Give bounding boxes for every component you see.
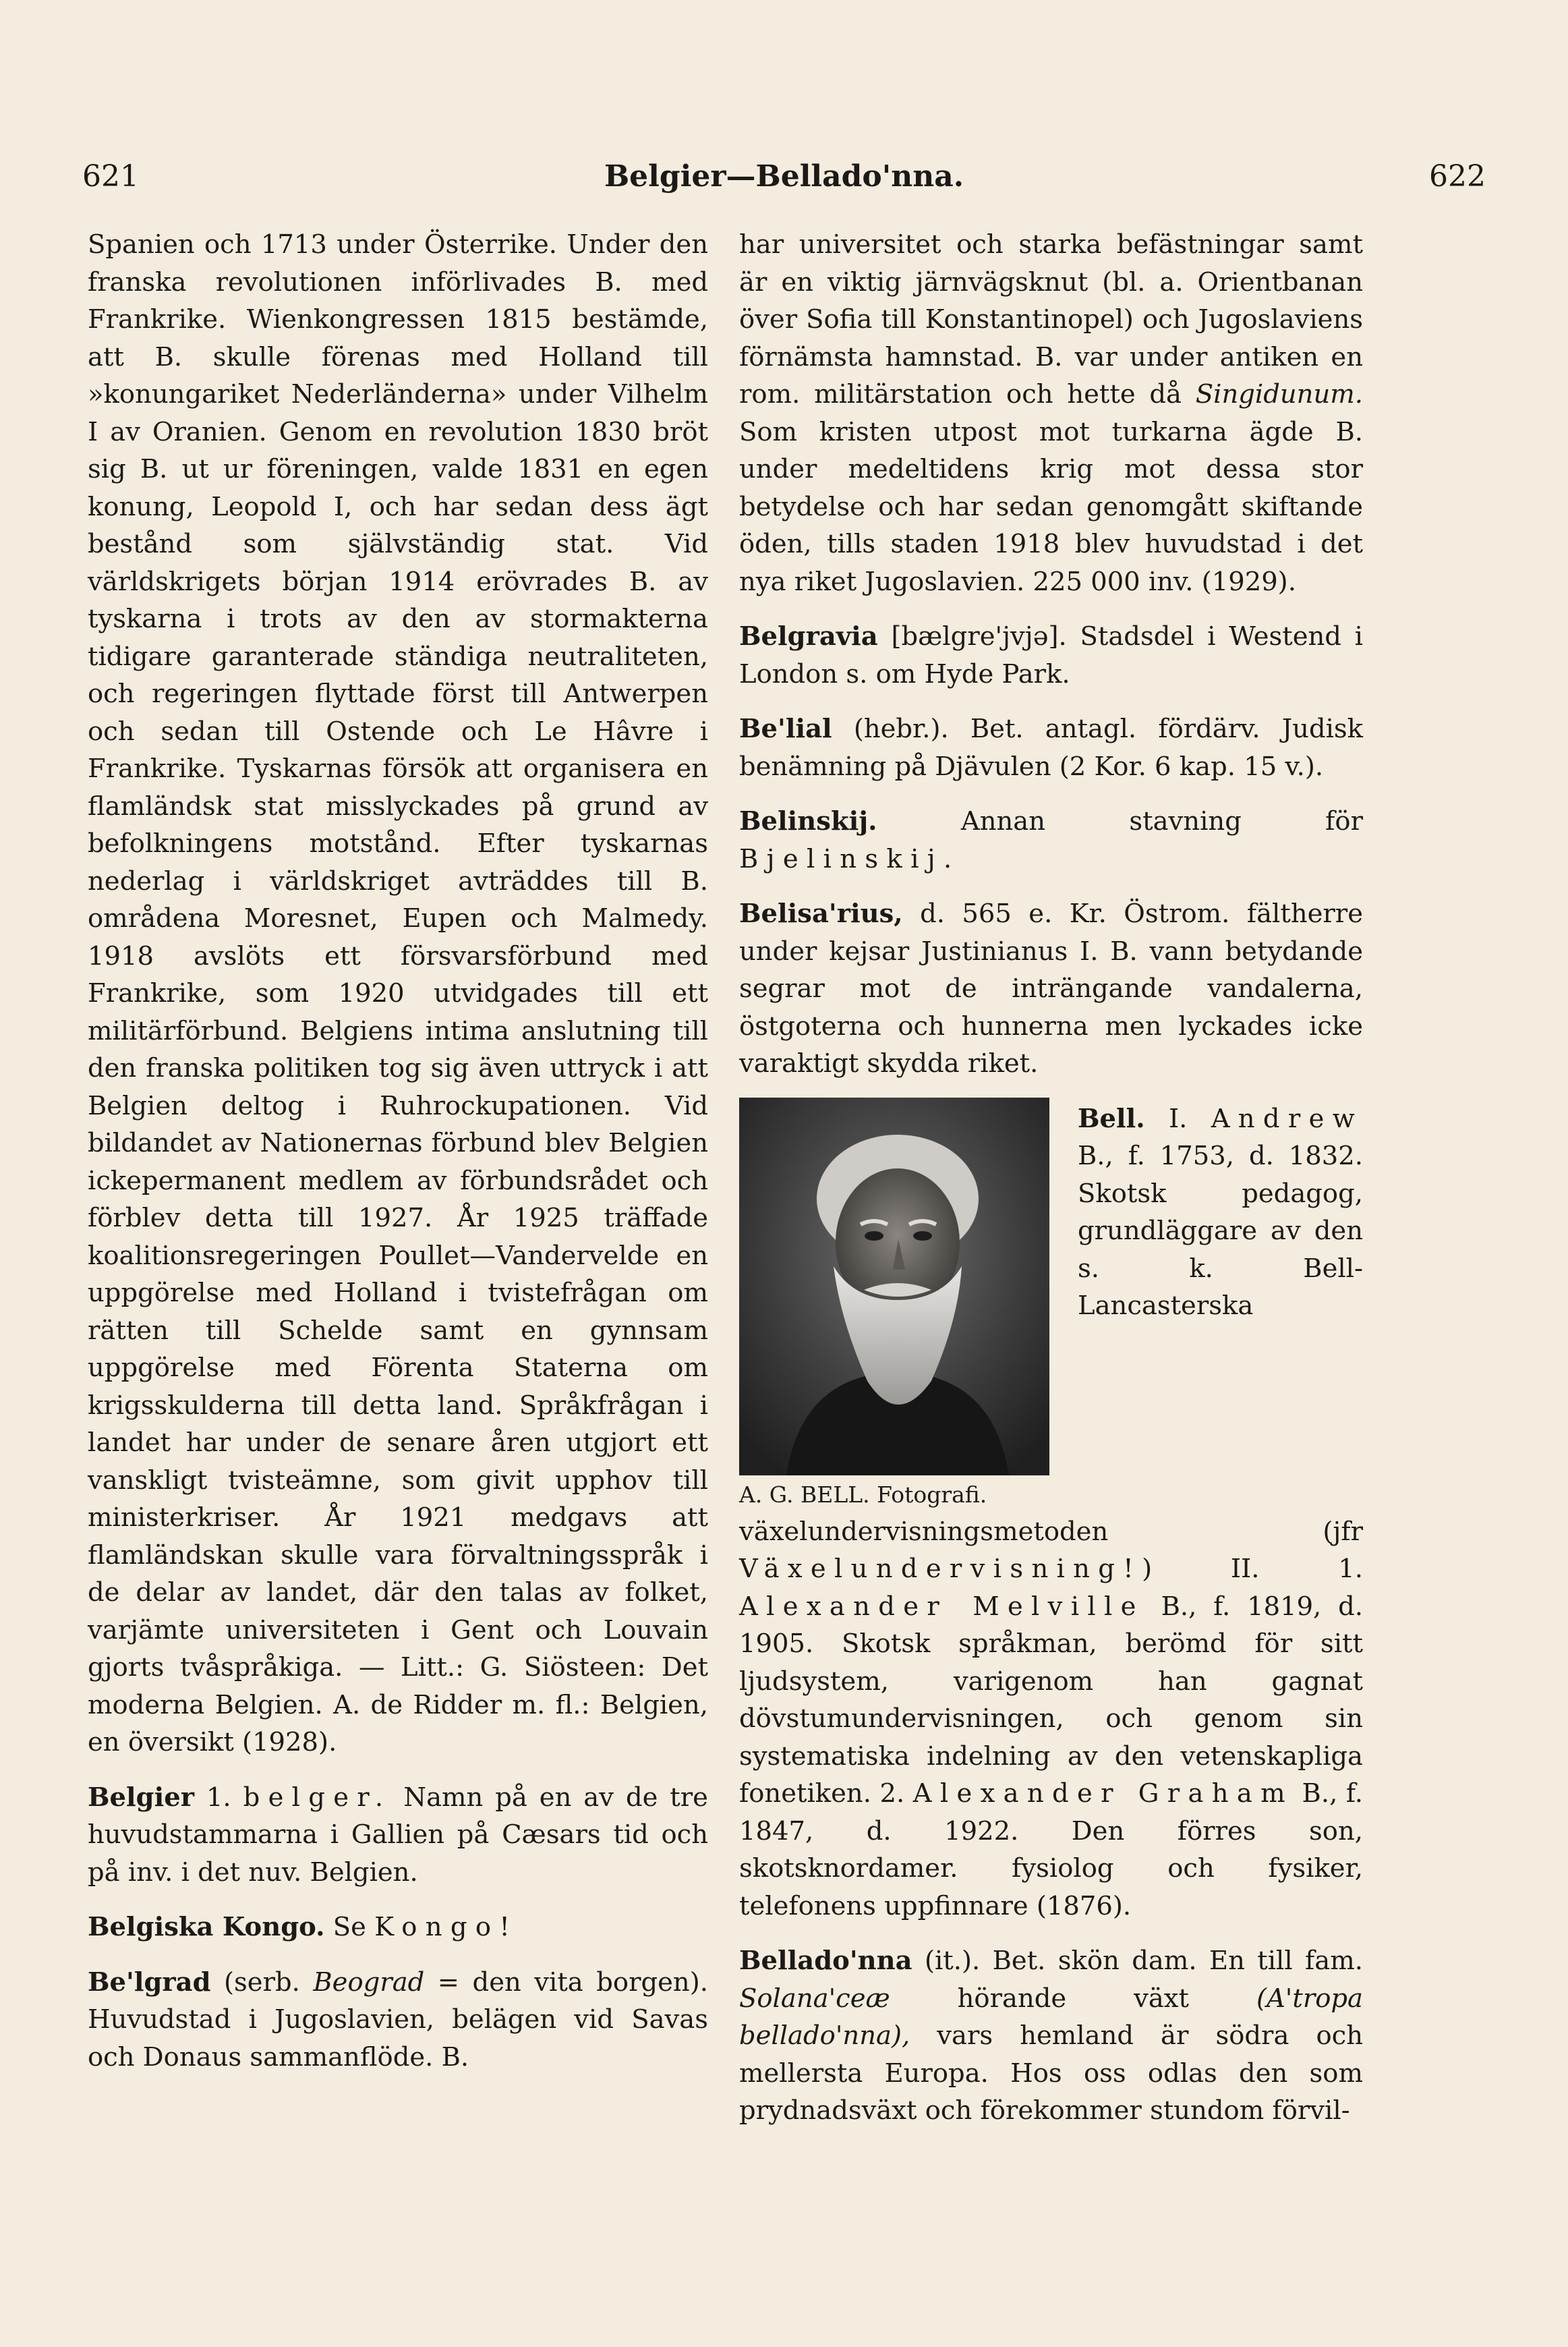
belgien-continued-text: Spanien och 1713 under Österrike. Under den franska revolutionen införlivades B. med Frankrike. Wienkongressen 1815 bestämde, att B. skulle förenas med Holland till »konungariket Nederländerna» under Vilhelm I av Oranien. Genom en revolution 1830 bröt sig B. ut ur föreningen, valde 1831 en egen konung, Leopold I, och har sedan dess ägt bestånd som självständig stat. Vid världskrigets början 1914 erövrades B. av tyskarna i trots av den av stormakterna tidigare garanterade ständiga neutraliteten, och regeringen flyttade först till Antwerpen och sedan till Ostende och Le Hâvre i Frankrike. Tyskarnas försök att organisera en flamländsk stat misslyckades på grund av befolkningens motstånd. Efter tyskarnas nederlag i världskriget avträddes till B. områdena Moresnet, Eupen och Malmedy. 1918 avslöts ett försvarsförbund med Frankrike, som 1920 utvidgades till ett militärförbund. Belgiens intima anslutning till den franska politiken tog sig även uttryck i att Belgien deltog i Ruhrockupationen. Vid bildandet av Nationernas förbund blev Belgien ickepermanent medlem av förbundsrådet och förblev detta till 1927. År 1925 träffade koalitionsregeringen Poullet—Vandervelde en uppgörelse med Holland i tvistefrågan om rätten till Schelde samt en gynnsam uppgörelse med Förenta Staterna om krigsskulderna till detta land. Språkfrågan i landet har under de senare åren utgjort ett vanskligt tvisteämne, som givit upphov till ministerkriser. År 1921 medgavs att flamländskan skulle vara förvaltningsspråk i de delar av landet, där den talas av folket, varjämte universiteten i Gent och Louvain gjorts tvåspråkiga. — Litt.: G. Siösteen: Det moderna Belgien. A. de Ridder m. fl.: Belgien, en översikt (1928). — [88, 229, 708, 1757]
belgrad-continued-text: har universitet och starka befästningar samt är en viktig järnvägsknut (bl. a. Orientbanan över Sofia till Konstantinopel) och Jugoslaviens förnämsta hamnstad. B. var under antiken en rom. militärstation och hette då Singidunum. Som kristen utpost mot turkarna ägde B. under medeltidens krig mot dessa stor betydelse och har sedan genomgått skiftande öden, tills staden 1918 blev huvudstad i det nya riket Jugoslavien. 225 000 inv. (1929). — [739, 229, 1363, 597]
headword-belladonna: Bellado'nna — [739, 1946, 912, 1976]
entry-belisarius: Belisa'rius, d. 565 e. Kr. Östrom. fältherre under kejsar Justinianus I. B. vann betydande segrar mot de inträngande vandalerna, östgoterna och hunnerna men lyckades icke varaktigt skydda riket. — [739, 899, 1363, 1079]
headword-belisarius: Belisa'rius, — [739, 899, 903, 929]
right-column — [739, 226, 1363, 2130]
headword-belinskij: Belinskij. — [739, 806, 877, 837]
portrait-caption: A. G. BELL. Fotografi. — [739, 1481, 987, 1508]
entry-belgravia: Belgravia [bælgre'jvjə]. Stadsdel i Westend i London s. om Hyde Park. — [739, 621, 1363, 689]
page-number-right: 622 — [1429, 159, 1486, 194]
headword-belial: Be'lial — [739, 714, 832, 744]
left-column — [88, 226, 708, 2076]
entry-belgiska-kongo: Belgiska Kongo. Se Kongo! — [88, 1912, 519, 1942]
page-header — [82, 159, 1486, 206]
entry-belial: Be'lial (hebr.). Bet. antagl. fördärv. Judisk benämning på Djävulen (2 Kor. 6 kap. 15 v.). — [739, 714, 1363, 782]
headword-belgiska-kongo: Belgiska Kongo. — [88, 1912, 325, 1942]
entry-bell: Bell. I. Andrew B., f. 1753, d. 1832. Skotsk pedagog, grundläggare av den s. k. Bell-Lancasterska växelundervisningsmetoden (jfr Växelundervisning!) II. 1. Alexander Melville B., f. 1819, d. 1905. Skotsk språkman, berömd för sitt ljudsystem, varigenom han gagnat dövstumundervisningen, och genom sin systematiska indelning av den vetenskapliga fonetiken. 2. Alexander Graham B., f. 1847, d. 1922. Den förres son, skotsknordamer. fysiolog och fysiker, telefonens uppfinnare (1876). — [739, 1103, 1363, 1921]
entry-belgier: Belgier 1. belger. Namn på en av de tre huvudstammarna i Gallien på Cæsars tid och på inv. i det nuv. Belgien. — [88, 1782, 708, 1888]
headword-bell: Bell. — [1078, 1103, 1145, 1134]
headword-belgravia: Belgravia — [739, 621, 878, 652]
headword-belgrad: Be'lgrad — [88, 1967, 211, 1998]
entry-belladonna: Bellado'nna (it.). Bet. skön dam. En till fam. Solana'ceæ hörande växt (A'tropa bellado'nna), vars hemland är södra och mellersta Europa. Hos oss odlas den som prydnadsväxt och förekommer stundom förvil- — [739, 1946, 1363, 2126]
bell-portrait-image — [739, 1098, 1049, 1475]
headword-belgier: Belgier — [88, 1782, 194, 1813]
page-number-left: 621 — [82, 159, 139, 194]
entry-belinskij: Belinskij. Annan stavning för Bjelinskij. — [739, 806, 1363, 874]
entry-belgrad: Be'lgrad (serb. Beograd = den vita borgen). Huvudstad i Jugoslavien, belägen vid Savas och Donaus sammanflöde. B. — [88, 1967, 708, 2072]
portrait-figure — [739, 1098, 1063, 1509]
running-title: Belgier—Bellado'nna. — [604, 159, 964, 194]
